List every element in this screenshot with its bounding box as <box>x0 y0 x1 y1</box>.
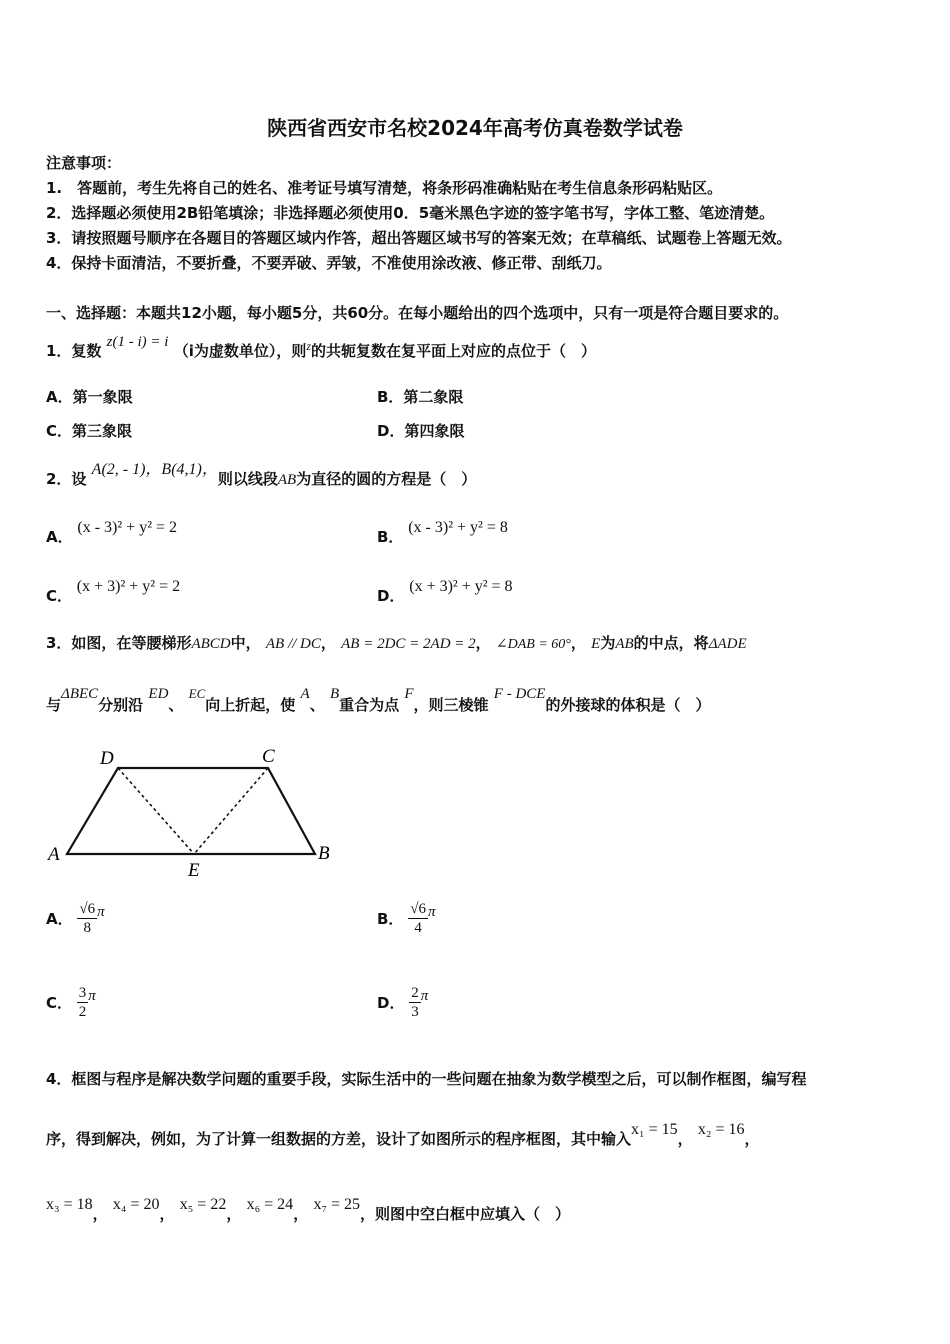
q2-option-d-expr: (x + 3)² + y² = 8 <box>409 578 513 595</box>
q4-input-x2: x₂ = 16 <box>697 1121 745 1138</box>
section-heading: 一、选择题：本题共12小题，每小题5分，共60分。在每小题给出的四个选项中，只有一项是符合题目要求的。 <box>46 304 789 322</box>
question-4-line3 <box>46 1196 571 1224</box>
q3-option-c-label: C． <box>46 994 73 1012</box>
q3-math: ED <box>148 686 169 702</box>
q3-text: 向上折起，使 <box>205 696 296 714</box>
q2-option-d[interactable] <box>377 575 513 605</box>
q3-text: 中， <box>230 634 261 652</box>
q1-option-d[interactable]: D．第四象限 <box>377 422 465 440</box>
label-e: E <box>188 860 200 881</box>
q1-option-b[interactable]: B．第二象限 <box>377 388 464 406</box>
q1-mid: （i为虚数单位），则 <box>173 342 307 360</box>
q2-option-a-label: A． <box>46 528 73 546</box>
question-4-line1: 4．框图与程序是解决数学问题的重要手段，实际生活中的一些问题在抽象为数学模型之后，可以制作框图，编写程 <box>46 1070 807 1088</box>
pi-symbol: π <box>427 904 436 920</box>
q2-points: A(2, - 1)，B(4,1)， <box>91 461 218 478</box>
q3-option-d-fraction <box>409 984 421 1021</box>
q4-separator: ， <box>293 1205 309 1223</box>
q3-math: ΔADE <box>708 636 747 652</box>
denominator: 4 <box>414 920 422 936</box>
q3-math: ABCD <box>191 636 231 652</box>
q3-option-d-label: D． <box>377 994 405 1012</box>
q4-separator: ， <box>159 1205 175 1223</box>
q2-suffix: 为直径的圆的方程是（ ） <box>296 470 477 488</box>
q2-option-c[interactable] <box>46 575 181 605</box>
q3-text: ， <box>320 634 336 652</box>
trapezoid-outline <box>67 768 315 854</box>
q4-text: 序，得到解决，例如，为了计算一组数据的方差，设计了如图所示的程序框图，其中输入 <box>46 1130 632 1148</box>
q3-option-b-label: B． <box>377 910 404 928</box>
q4-tail: ，则图中空白框中应填入（ ） <box>360 1205 571 1223</box>
q2-option-b-label: B． <box>377 528 404 546</box>
q2-option-d-label: D． <box>377 587 405 605</box>
q3-option-a-fraction <box>77 900 97 937</box>
pi-symbol: π <box>420 988 429 1004</box>
label-b: B <box>318 843 330 864</box>
q3-math: B <box>329 686 340 702</box>
q3-text: 的中点，将 <box>633 634 709 652</box>
q3-option-c-fraction <box>77 984 89 1021</box>
q4-input-x7: x₇ = 25 <box>313 1196 361 1213</box>
q3-text: 、 <box>168 696 184 714</box>
fold-line-ed <box>118 768 194 854</box>
notice-heading: 注意事项： <box>46 154 122 172</box>
q3-option-b-fraction <box>408 900 428 937</box>
q3-text: ， <box>570 634 586 652</box>
q3-option-c[interactable] <box>46 984 96 1021</box>
q1-var: z <box>306 339 312 353</box>
q3-math: EC <box>188 686 206 701</box>
q3-math: AB = 2DC = 2AD = 2 <box>341 636 476 652</box>
q3-text: ， <box>475 634 491 652</box>
page-title: 陕西省西安市名校2024年高考仿真卷数学试卷 <box>267 116 683 140</box>
q3-option-a-label: A． <box>46 910 73 928</box>
q2-option-a-expr: (x - 3)² + y² = 2 <box>77 519 178 536</box>
q4-separator: ， <box>92 1205 108 1223</box>
label-c: C <box>262 746 275 767</box>
label-d: D <box>100 748 114 769</box>
q1-option-c[interactable]: C．第三象限 <box>46 422 133 440</box>
q3-math: ΔBEC <box>61 686 99 702</box>
question-4-line2 <box>46 1121 760 1149</box>
q3-option-a[interactable] <box>46 900 105 937</box>
question-2-stem <box>46 461 477 489</box>
question-3-stem-line1 <box>46 632 747 653</box>
q3-text: 3．如图，在等腰梯形 <box>46 634 192 652</box>
q1-suffix: 的共轭复数在复平面上对应的点位于（ ） <box>311 342 597 360</box>
pi-symbol: π <box>88 988 96 1004</box>
q2-option-b-expr: (x - 3)² + y² = 8 <box>408 519 508 536</box>
q4-input-x3: x₃ = 18 <box>46 1196 93 1213</box>
notice-item: 3．请按照题号顺序在各题目的答题区域内作答，超出答题区域书写的答案无效；在草稿纸、试题卷上答题无效。 <box>46 229 792 247</box>
q4-input-x6: x₆ = 24 <box>246 1196 294 1213</box>
q3-math: AB <box>615 636 634 652</box>
q3-math: E <box>591 636 601 652</box>
q3-option-b[interactable] <box>377 900 435 937</box>
q4-separator: ， <box>677 1130 693 1148</box>
numerator: √6 <box>410 901 426 917</box>
q3-text: 重合为点 <box>339 696 400 714</box>
q3-text: 与 <box>46 696 62 714</box>
q2-segment: AB <box>277 472 297 488</box>
notice-item: 2．选择题必须使用2B铅笔填涂；非选择题必须使用0．5毫米黑色字迹的签字笔书写，字体工整、笔迹清楚。 <box>46 204 775 222</box>
q4-separator: ， <box>226 1205 242 1223</box>
q1-option-a[interactable]: A．第一象限 <box>46 388 133 406</box>
numerator: 3 <box>78 985 87 1001</box>
q3-text: 为 <box>600 634 616 652</box>
q3-math: AB // DC <box>265 636 321 652</box>
q2-mid: 则以线段 <box>217 470 278 488</box>
q3-text: 的外接球的体积是（ ） <box>545 696 711 714</box>
q2-option-b[interactable] <box>377 516 508 546</box>
q2-option-c-label: C． <box>46 587 73 605</box>
pi-symbol: π <box>97 904 105 920</box>
notice-item: 4．保持卡面清洁，不要折叠，不要弄破、弄皱，不准使用涂改液、修正带、刮纸刀。 <box>46 254 612 272</box>
question-3-stem-line2 <box>46 686 711 715</box>
denominator: 3 <box>411 1004 419 1020</box>
denominator: 2 <box>78 1004 87 1020</box>
numerator: √6 <box>79 901 96 917</box>
q3-math: ∠DAB = 60° <box>495 637 571 652</box>
q3-math: A <box>300 686 310 702</box>
question-1-stem <box>46 334 597 361</box>
fold-line-ec <box>194 768 268 854</box>
q3-text: ，则三棱锥 <box>413 696 489 714</box>
q4-separator: ， <box>744 1130 760 1148</box>
q4-input-x4: x₄ = 20 <box>112 1196 160 1213</box>
q3-text: 分别沿 <box>98 696 144 714</box>
q1-prefix: 1．复数 <box>46 342 102 360</box>
trapezoid-figure <box>40 740 340 885</box>
denominator: 8 <box>83 920 91 936</box>
q3-text: 、 <box>309 696 325 714</box>
q4-input-x1: x₁ = 15 <box>631 1121 678 1138</box>
q3-option-d[interactable] <box>377 984 428 1021</box>
numerator: 2 <box>411 985 419 1001</box>
q1-expression: z(1 - i) = i <box>106 334 169 350</box>
q3-math: F - DCE <box>493 686 546 702</box>
q2-option-a[interactable] <box>46 516 178 546</box>
notice-item: 1. 答题前，考生先将自己的姓名、准考证号填写清楚，将条形码准确粘贴在考生信息条形码粘贴区。 <box>46 179 723 197</box>
q4-input-x5: x₅ = 22 <box>179 1196 227 1213</box>
label-a: A <box>48 844 60 865</box>
q2-prefix: 2．设 <box>46 470 87 488</box>
q2-option-c-expr: (x + 3)² + y² = 2 <box>76 578 181 595</box>
q3-math: F <box>404 686 414 702</box>
